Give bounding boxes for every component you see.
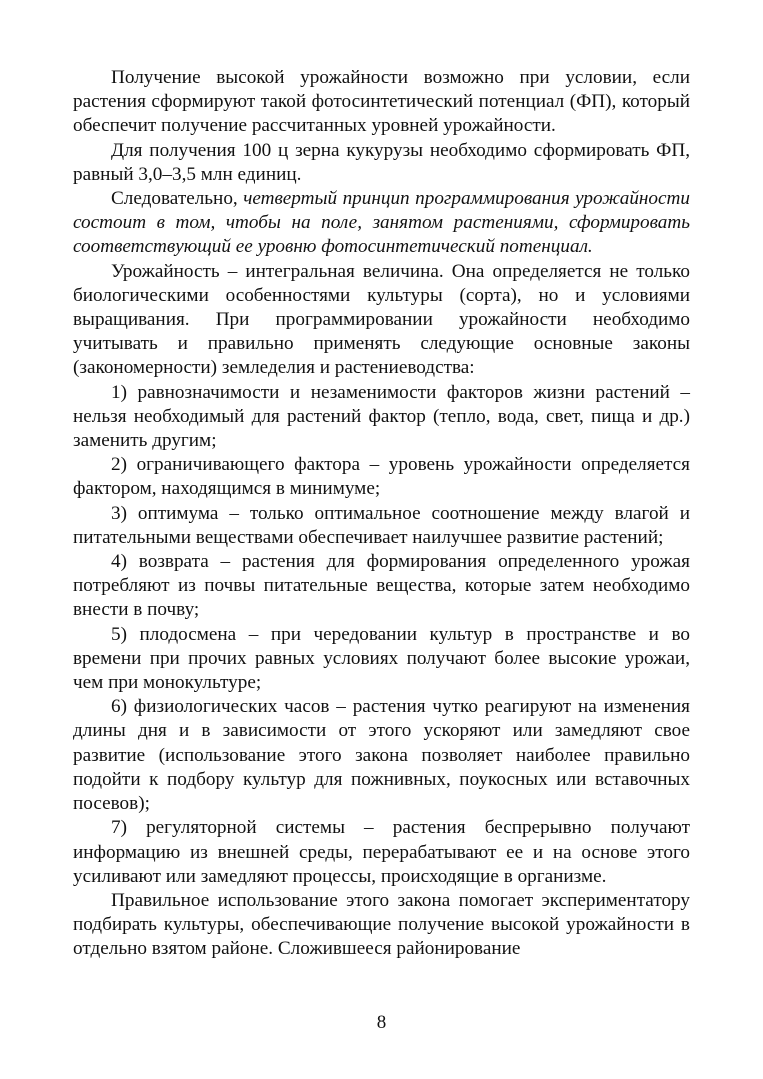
paragraph-final: Правильное использование этого закона помогает экспериментатору подбирать культуры, обеспечивающие получение высокой урожайности в отдельно взятом районе. Сложившееся районирование bbox=[73, 889, 690, 960]
fourth-principle-statement: четвертый принцип программирования урожайности состоит в том, чтобы на поле, занятом растениями, сформировать соответствующий ее уровню фотосинтетический потенциал. bbox=[73, 188, 690, 258]
paragraph-yield-condition: Получение высокой урожайности возможно при условии, если растения сформируют такой фотосинтетический потенциал (ФП), который обеспечит получение рассчитанных уровней урожайности. bbox=[73, 67, 690, 137]
paragraph-corn-fp: Для получения 100 ц зерна кукурузы необходимо сформировать ФП, равный 3,0–3,5 млн единиц. bbox=[73, 139, 690, 185]
law-item-5: 5) плодосмена – при чередовании культур в пространстве и во времени при прочих равных условиях получают более высокие урожаи, чем при монокультуре; bbox=[73, 623, 690, 694]
page-number: 8 bbox=[376, 1012, 387, 1033]
law-item-4: 4) возврата – растения для формирования определенного урожая потребляют из почвы питательные вещества, которые затем необходимо внести в почву; bbox=[73, 551, 690, 621]
page-body bbox=[73, 66, 690, 962]
fourth-principle-lead: Следовательно, bbox=[111, 188, 244, 210]
law-item-7: 7) регуляторной системы – растения беспрерывно получают информацию из внешней среды, перерабатывают ее и на основе этого усиливают или замедляют процессы, происходящие в организме. bbox=[73, 817, 690, 887]
paragraph-fourth-principle bbox=[73, 187, 690, 260]
law-item-2: 2) ограничивающего фактора – уровень урожайности определяется фактором, находящимся в минимуме; bbox=[73, 454, 690, 500]
law-item-3: 3) оптимума – только оптимальное соотношение между влагой и питательными веществами обеспечивает наилучшее развитие растений; bbox=[73, 502, 690, 548]
law-item-6: 6) физиологических часов – растения чутко реагируют на изменения длины дня и в зависимости от этого ускоряют или замедляют свое развитие (использование этого закона позволяет наиболее правильно подойти к подбору культур для пожнивных, поукосных или вставочных посевов); bbox=[73, 696, 690, 815]
law-item-1: 1) равнозначимости и незаменимости факторов жизни растений – нельзя необходимый для растений фактор (тепло, вода, свет, пища и др.) заменить другим; bbox=[73, 381, 690, 452]
paragraph-yield-integral: Урожайность – интегральная величина. Она определяется не только биологическими особенностями культуры (сорта), но и условиями выращивания. При программировании урожайности необходимо учитывать и правильно применять следующие основные законы (закономерности) земледелия и растениеводства: bbox=[73, 260, 690, 379]
